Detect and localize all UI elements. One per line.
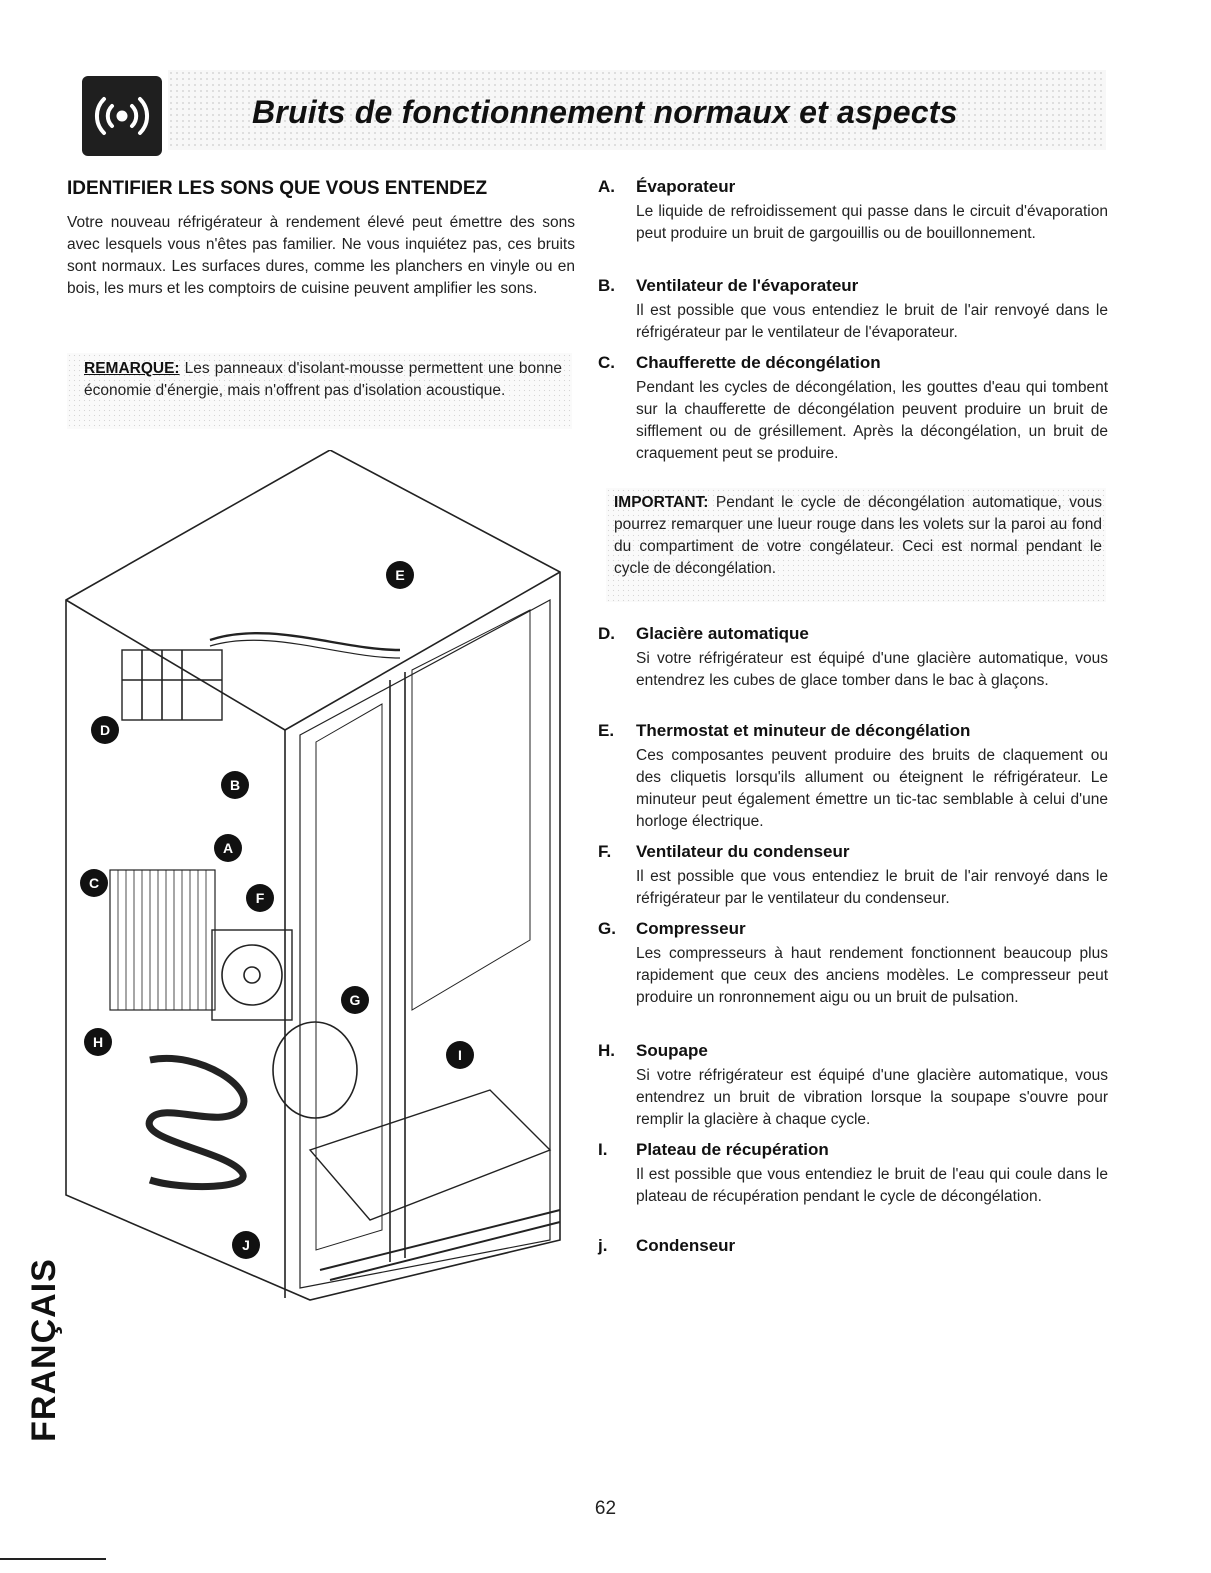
item-title: Condenseur [636, 1236, 736, 1255]
language-side-label: FRANÇAIS [25, 1258, 63, 1442]
refrigerator-diagram [60, 450, 580, 1330]
item-title: Ventilateur de l'évaporateur [636, 276, 859, 295]
item-desc: Pendant les cycles de décongélation, les gouttes d'eau qui tombent sur la chaufferette de décongélation peuvent produire un bruit de sifflement ou de grésillement. Après la décongélation, un bruit de craquement peut se produire. [636, 379, 1108, 462]
callout-h: H [92, 1034, 104, 1050]
item-letter: E. [598, 721, 615, 740]
note [84, 358, 562, 402]
callout-b: B [229, 777, 241, 793]
item-title: Plateau de récupération [636, 1140, 829, 1159]
callout-d: D [99, 722, 111, 738]
callout-a: A [222, 840, 234, 856]
callout-e: E [395, 567, 405, 583]
callout-c: C [88, 875, 100, 891]
item-letter: C. [598, 353, 615, 372]
item-desc: Ces composantes peuvent produire des bruits de claquement ou des cliquetis lorsqu'ils allument ou éteignent le réfrigérateur. Le minuteur peut également émettre un tic-tac semblable à celui d'une horloge électrique. [636, 747, 1108, 830]
item-title: Chaufferette de décongélation [636, 353, 881, 372]
sound-waves-icon [82, 76, 162, 156]
item-letter: A. [598, 177, 615, 196]
callout-g: G [349, 992, 361, 1008]
item-desc: Il est possible que vous entendiez le bruit de l'air renvoyé dans le réfrigérateur par le ventilateur du condenseur. [636, 868, 1108, 907]
item-desc: Si votre réfrigérateur est équipé d'une glacière automatique, vous entendrez un bruit de vibration lorsque la soupape s'ouvre pour remplir la glacière à chaque cycle. [636, 1067, 1108, 1128]
item-desc: Si votre réfrigérateur est équipé d'une glacière automatique, vous entendrez les cubes de glace tomber dans le bac à glaçons. [636, 650, 1108, 689]
callout-i: I [458, 1047, 462, 1063]
item-desc: Il est possible que vous entendiez le bruit de l'eau qui coule dans le plateau de récupération pendant le cycle de décongélation. [636, 1166, 1108, 1205]
item-letter: I. [598, 1140, 608, 1159]
item-letter: H. [598, 1041, 615, 1060]
section-heading: IDENTIFIER LES SONS QUE VOUS ENTENDEZ [67, 178, 488, 199]
item-title: Glacière automatique [636, 624, 809, 643]
footer-rule [0, 1558, 106, 1560]
item-letter: G. [598, 919, 616, 938]
callout-f: F [255, 890, 265, 906]
item-title: Soupape [636, 1041, 708, 1060]
item-letter: D. [598, 624, 615, 643]
item-title: Ventilateur du condenseur [636, 842, 850, 861]
item-title: Évaporateur [636, 177, 736, 196]
item-letter: B. [598, 276, 615, 295]
item-desc: Le liquide de refroidissement qui passe dans le circuit d'évaporation peut produire un bruit de gargouillis ou de bouillonnement. [636, 203, 1108, 242]
page-number: 62 [594, 1498, 617, 1519]
item-letter: F. [598, 842, 612, 861]
important-label: IMPORTANT: [614, 494, 709, 511]
important-note [614, 492, 1102, 580]
intro-paragraph: Votre nouveau réfrigérateur à rendement élevé peut émettre des sons avec lesquels vous n'êtes pas familier. Ne vous inquiétez pas, ces bruits sont normaux. Les surfaces dures, comme les planchers en vinyle ou en bois, les murs et les comptoirs de cuisine peuvent amplifier les sons. [67, 214, 575, 297]
note-text: Les panneaux d'isolant-mousse permettent une bonne économie d'énergie, mais n'offrent pas d'isolation acoustique. [84, 360, 562, 399]
item-desc: Il est possible que vous entendiez le bruit de l'air renvoyé dans le réfrigérateur par le ventilateur de l'évaporateur. [636, 302, 1108, 341]
important-text: Pendant le cycle de décongélation automatique, vous pourrez remarquer une lueur rouge dans les volets sur la paroi au fond du compartiment de votre congélateur. Ceci est normal pendant le cycle de décongélation. [614, 494, 1103, 577]
note-label: REMARQUE: [84, 360, 180, 377]
item-desc: Les compresseurs à haut rendement fonctionnent beaucoup plus rapidement que ceux des anciens modèles. Le compresseur peut produire un ronronnement aigu ou un bruit de pulsation. [636, 945, 1108, 1006]
page-title: Bruits de fonctionnement normaux et aspects [252, 94, 958, 130]
callout-j: J [242, 1237, 250, 1253]
item-title: Compresseur [636, 919, 746, 938]
item-title: Thermostat et minuteur de décongélation [636, 721, 971, 740]
item-letter: j. [598, 1236, 608, 1255]
